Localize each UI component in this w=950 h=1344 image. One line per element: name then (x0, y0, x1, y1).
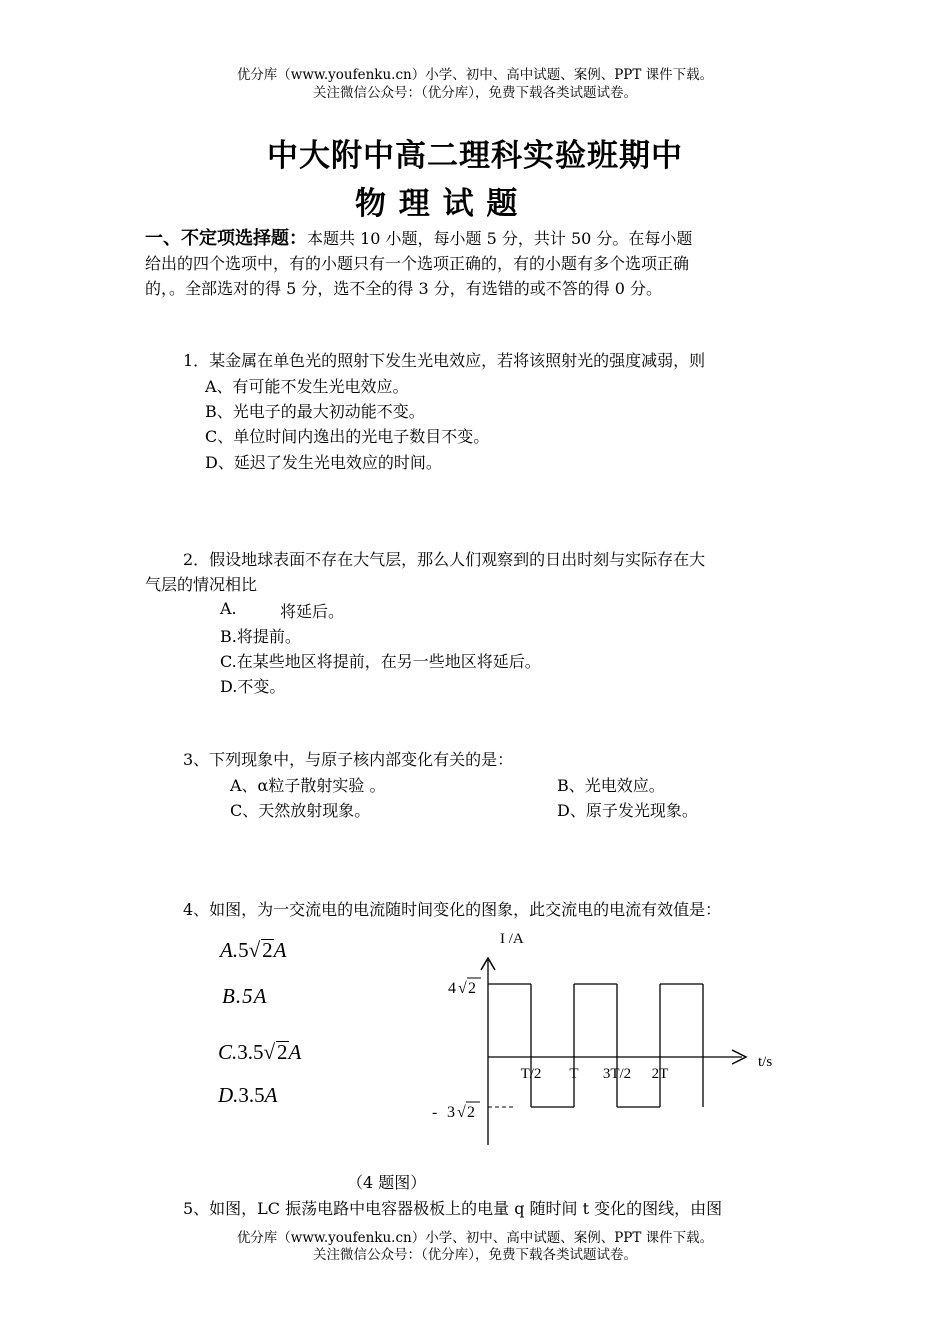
y-axis-label: I /A (500, 931, 524, 947)
y-high-radicand: 2 (468, 980, 476, 997)
q3-option-c: C、天然放射现象。 (230, 801, 371, 820)
q4-option-c-radicand: 2 (277, 1040, 288, 1064)
q4-option-c-label: C. (218, 1040, 238, 1064)
y-low-sign: - (432, 1104, 438, 1121)
footer-line-2: 关注微信公众号：（优分库），免费下载各类试题试卷。 (313, 1247, 637, 1263)
q3-option-b: B、光电效应。 (557, 776, 665, 795)
q4-option-b-value: 5 (242, 984, 254, 1008)
q4-option-b-unit: A (253, 984, 268, 1008)
q2-option-b: B.将提前。 (220, 627, 301, 646)
q4-option-a-unit: A (273, 938, 287, 962)
x-tick-label: 2T (651, 1066, 669, 1082)
q2-stem-line-2: 气层的情况相比 (145, 575, 258, 594)
q3-stem: 3、下列现象中，与原子核内部变化有关的是： (183, 750, 514, 769)
q4-option-d-label: D. (218, 1083, 239, 1107)
q1-option-b: B、光电子的最大初动能不变。 (205, 402, 425, 421)
y-low-tick-label (432, 1102, 480, 1121)
q2-stem-line-1: 2．假设地球表面不存在大气层，那么人们观察到的日出时刻与实际存在大 (183, 550, 706, 569)
q4-stem: 4、如图，为一交流电的电流随时间变化的图象，此交流电的电流有效值是： (183, 900, 722, 919)
page-title: 中大附中高二理科实验班期中 (267, 138, 683, 174)
y-low-radicand: 2 (467, 1104, 475, 1121)
q1-option-c: C、单位时间内逸出的光电子数目不变。 (205, 427, 490, 446)
x-tick-label: T (569, 1066, 579, 1082)
current-waveform (488, 984, 703, 1107)
q4-option-c-unit: A (288, 1040, 302, 1064)
q4-option-a-coef: 5 (238, 938, 249, 962)
q4-option-d-unit: A (264, 1083, 278, 1107)
q1-option-a: A、有可能不发生光电效应。 (205, 377, 409, 396)
x-tick-labels (521, 1066, 669, 1082)
q4-current-graph (420, 920, 800, 1155)
x-tick-label: 3T/2 (602, 1066, 632, 1082)
y-high-radical-sign: √ (458, 980, 467, 997)
q2-option-c: C.在某些地区将提前，在另一些地区将延后。 (220, 652, 541, 671)
q2-option-d: D.不变。 (220, 677, 286, 696)
q2-option-a: 将延后。 (280, 602, 345, 621)
y-low-radical-sign: √ (457, 1104, 466, 1121)
q4-option-b (222, 984, 267, 1009)
y-high-coef: 4 (448, 980, 456, 997)
q4-option-b-label: B. (222, 984, 243, 1008)
x-tick-label: T/2 (520, 1066, 542, 1082)
q3-option-a: A、α粒子散射实验 。 (230, 776, 386, 795)
section-heading: 一、不定项选择题： (145, 228, 307, 249)
section-intro-text: 本题共 10 小题，每小题 5 分，共计 50 分。在每小题 (307, 229, 693, 248)
header-line-2: 关注微信公众号：（优分库），免费下载各类试题试卷。 (313, 85, 637, 101)
q4-option-d-value: 3.5 (238, 1083, 265, 1107)
q4-option-c: C.3.5√2A (218, 1040, 302, 1064)
section-intro-line-3: 的，。全部选对的得 5 分，选不全的得 3 分，有选错的或不答的得 0 分。 (145, 279, 663, 298)
x-axis-label: t/s (758, 1054, 773, 1070)
q1-option-d: D、延迟了发生光电效应的时间。 (205, 453, 442, 472)
section-intro-line-2: 给出的四个选项中，有的小题只有一个选项正确的，有的小题有多个选项正确 (145, 254, 690, 273)
y-high-tick-label (448, 978, 481, 997)
q4-option-a: A.5√2A (220, 938, 287, 962)
y-low-coef: 3 (447, 1104, 455, 1121)
q1-stem: 1．某金属在单色光的照射下发生光电效应，若将该照射光的强度减弱，则 (183, 351, 706, 370)
q4-option-d (218, 1083, 278, 1108)
q4-option-a-label: A. (220, 938, 239, 962)
section-intro (145, 226, 692, 251)
q4-option-a-radicand: 2 (262, 938, 273, 962)
page-subtitle: 物 理 试 题 (355, 186, 519, 222)
q4-option-c-coef: 3.5 (237, 1040, 264, 1064)
q3-option-d: D、原子发光现象。 (557, 801, 698, 820)
footer-line-1: 优分库（www.youfenku.cn）小学、初中、高中试题、案例、PPT 课件下载。 (236, 1230, 714, 1246)
q4-caption: （4 题图） (347, 1173, 427, 1192)
q2-option-a-label: A. (220, 599, 237, 618)
header-line-1: 优分库（www.youfenku.cn）小学、初中、高中试题、案例、PPT 课件下载。 (236, 67, 714, 83)
q5-stem: 5、如图，LC 振荡电路中电容器极板上的电量 q 随时间 t 变化的图线，由图 (183, 1199, 723, 1218)
